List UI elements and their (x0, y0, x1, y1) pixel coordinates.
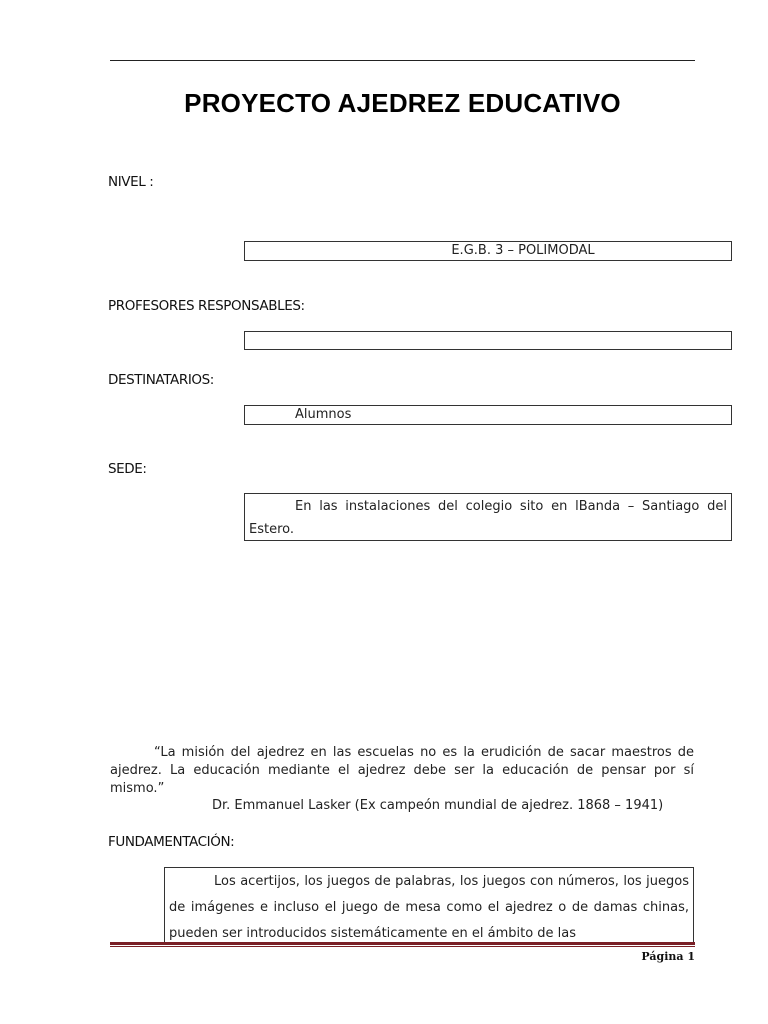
epigraph-author: Dr. Emmanuel Lasker (Ex campeón mundial de ajedrez. 1868 – 1941) (212, 798, 664, 813)
document-title: PROYECTO AJEDREZ EDUCATIVO (184, 88, 621, 118)
foundation-text-box: Los acertijos, los juegos de palabras, los juegos con números, los juegos de imágenes e incluso el juego de mesa como el ajedrez o de damas chinas, pueden ser introducidos sistemáticamente en el ámbito de las (164, 867, 694, 942)
footer-rule (110, 942, 695, 945)
footer-rule-thin (110, 946, 695, 947)
foundation-label: FUNDAMENTACIÓN: (108, 834, 235, 850)
level-value-box: E.G.B. 3 – POLIMODAL (244, 241, 732, 261)
header-rule (110, 60, 695, 61)
level-label: NIVEL : (108, 174, 154, 190)
teachers-label: PROFESORES RESPONSABLES: (108, 298, 305, 314)
epigraph-quote: “La misión del ajedrez en las escuelas no es la erudición de sacar maestros de ajedrez. La educación mediante el ajedrez debe ser la educación de pensar por sí mismo.” (110, 745, 694, 796)
page-number: Página 1 (641, 950, 695, 963)
recipients-value-box: Alumnos (244, 405, 732, 425)
venue-value-box: En las instalaciones del colegio sito en lBanda – Santiago del Estero. (244, 493, 732, 541)
venue-label: SEDE: (108, 461, 147, 477)
recipients-label: DESTINATARIOS: (108, 372, 214, 388)
teachers-value-box (244, 331, 732, 350)
